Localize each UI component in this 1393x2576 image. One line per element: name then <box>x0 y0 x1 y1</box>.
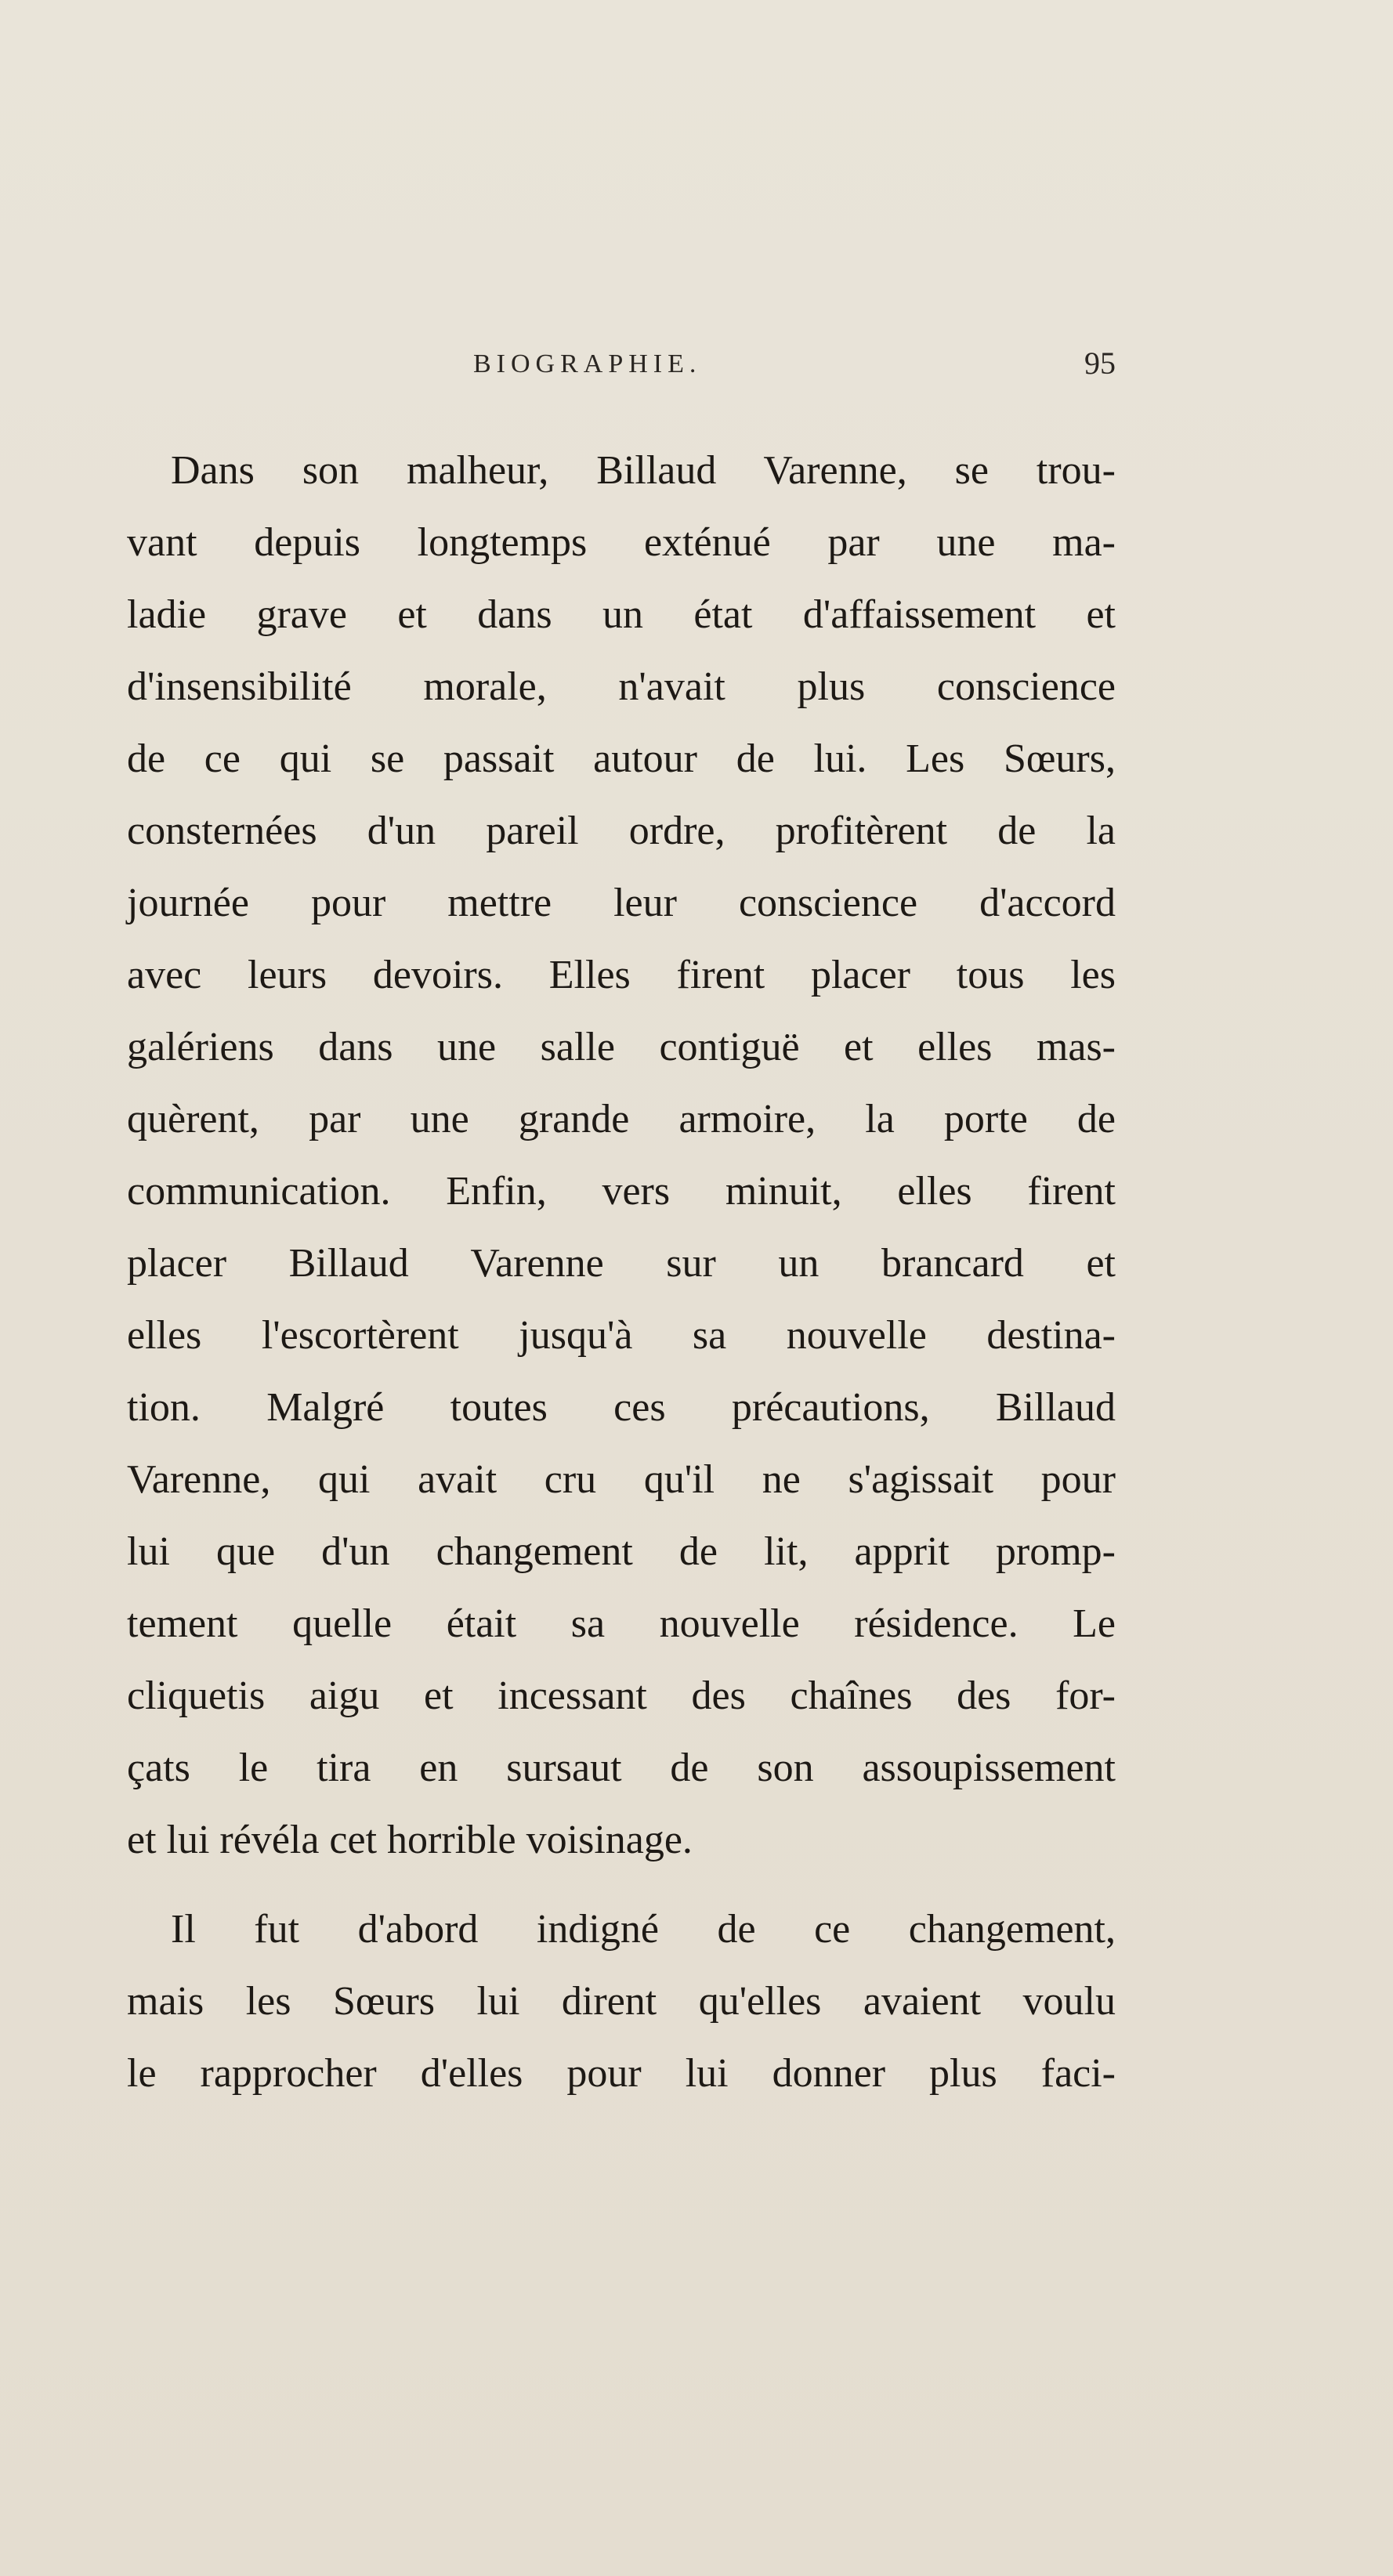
text-line: Varenne, qui avait cru qu'il ne s'agissait pour <box>127 1457 1116 1502</box>
text-line: mais les Sœurs lui dirent qu'elles avaient voulu <box>127 1979 1116 2024</box>
text-line: elles l'escortèrent jusqu'à sa nouvelle destina- <box>127 1313 1116 1358</box>
text-line: tion. Malgré toutes ces précautions, Billaud <box>127 1385 1116 1430</box>
text-line: de ce qui se passait autour de lui. Les Sœurs, <box>127 736 1116 781</box>
paragraph-2 <box>127 1894 1116 2110</box>
text-line: avec leurs devoirs. Elles firent placer tous les <box>127 953 1116 997</box>
text-line: lui que d'un changement de lit, apprit promp- <box>127 1529 1116 1574</box>
text-line: tement quelle était sa nouvelle résidence. Le <box>127 1601 1116 1646</box>
page-header <box>127 343 1116 390</box>
page-number: 95 <box>1084 346 1116 381</box>
text-line: vant depuis longtemps exténué par une ma- <box>127 520 1116 565</box>
running-head: BIOGRAPHIE. <box>473 349 702 378</box>
paragraph-1 <box>127 435 1116 1876</box>
text-line: journée pour mettre leur conscience d'accord <box>127 881 1116 925</box>
text-line: consternées d'un pareil ordre, profitèrent de la <box>127 809 1116 853</box>
text-line: Il fut d'abord indigné de ce changement, <box>171 1907 1116 1952</box>
paragraph-gap <box>127 1876 1116 1894</box>
text-line: placer Billaud Varenne sur un brancard et <box>127 1241 1116 1286</box>
text-line: galériens dans une salle contiguë et elles mas- <box>127 1025 1116 1069</box>
text-line: quèrent, par une grande armoire, la porte de <box>127 1097 1116 1141</box>
text-line: Dans son malheur, Billaud Varenne, se trou- <box>171 448 1116 493</box>
text-line: communication. Enfin, vers minuit, elles firent <box>127 1169 1116 1214</box>
body-text <box>127 435 1116 2110</box>
text-line: cliquetis aigu et incessant des chaînes des for- <box>127 1673 1116 1718</box>
text-line: d'insensibilité morale, n'avait plus conscience <box>127 664 1116 709</box>
text-line: le rapprocher d'elles pour lui donner plus faci- <box>127 2051 1116 2096</box>
text-line: et lui révéla cet horrible voisinage. <box>127 1818 693 1862</box>
text-line: çats le tira en sursaut de son assoupissement <box>127 1746 1116 1790</box>
text-line: ladie grave et dans un état d'affaissement et <box>127 592 1116 637</box>
